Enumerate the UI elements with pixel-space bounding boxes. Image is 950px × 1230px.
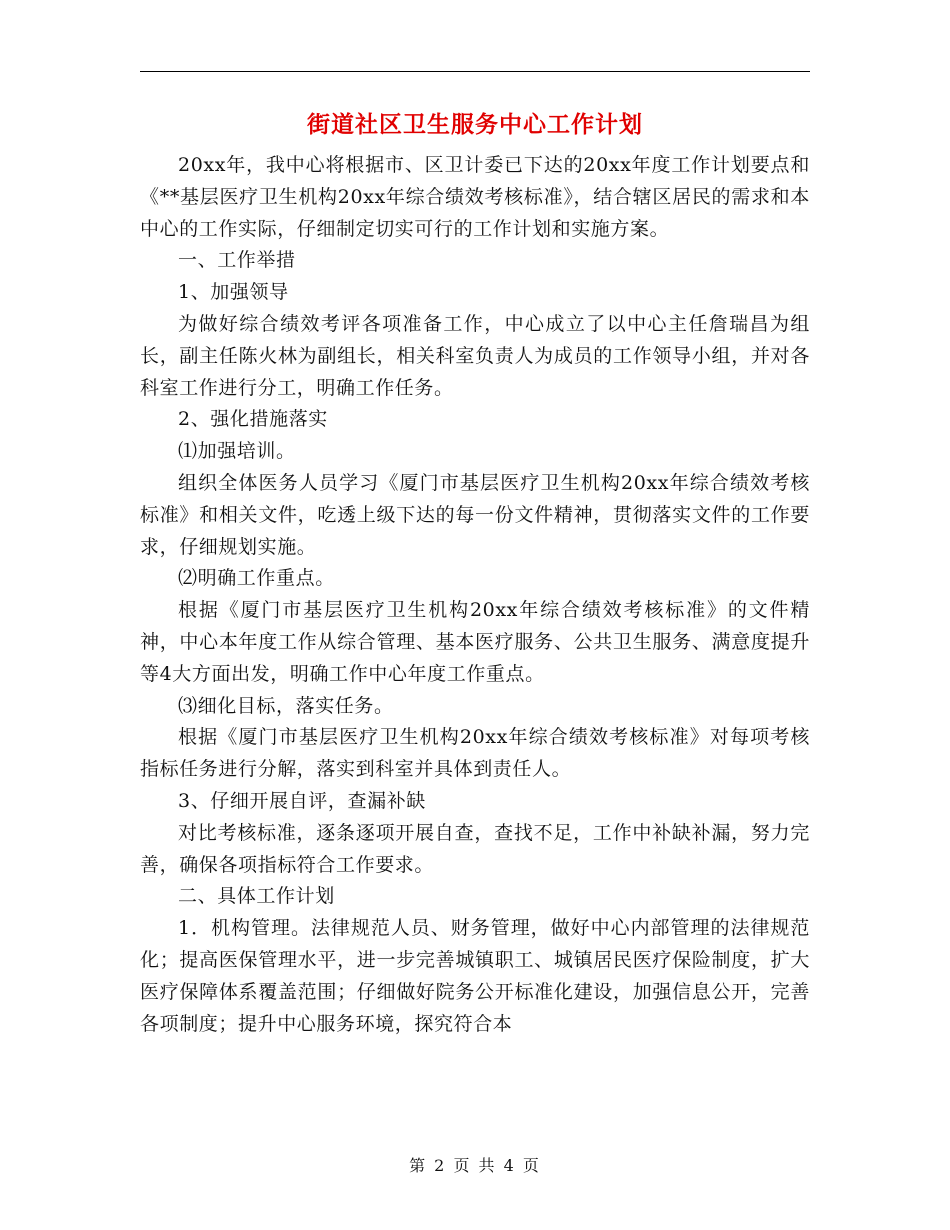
section-heading: 一、工作举措 — [178, 249, 296, 272]
page-number-footer: 第 2 页 共 4 页 — [409, 1156, 541, 1175]
paragraph: 20xx年，我中心将根据市、区卫计委已下达的20xx年度工作计划要点和《**基层医疗卫生机构20xx年综合绩效考核标准》，结合辖区居民的需求和本中心的工作实际，仔细制定切实可行的工作计划和实施方案。 — [140, 154, 810, 240]
document-title: 街道社区卫生服务中心工作计划 — [307, 112, 643, 138]
paragraph: 1．机构管理。法律规范人员、财务管理，做好中心内部管理的法律规范化；提高医保管理水平，进一步完善城镇职工、城镇居民医疗保险制度，扩大医疗保障体系覆盖范围；仔细做好院务公开标准化建设，加强信息公开，完善各项制度；提升中心服务环境，探究符合本 — [140, 917, 810, 1035]
document-body — [140, 150, 810, 1040]
paragraph: 为做好综合绩效考评各项准备工作，中心成立了以中心主任詹瑞昌为组长，副主任陈火林为副组长，相关科室负责人为成员的工作领导小组，并对各科室工作进行分工，明确工作任务。 — [140, 312, 810, 399]
paragraph: 对比考核标准，逐条逐项开展自查，查找不足，工作中补缺补漏，努力完善，确保各项指标符合工作要求。 — [140, 821, 810, 876]
list-item-heading: ⑴加强培训。 — [178, 440, 296, 463]
list-item-heading: ⑵明确工作重点。 — [178, 567, 335, 590]
subsection-heading: 1、加强领导 — [178, 281, 289, 304]
section-heading: 二、具体工作计划 — [178, 885, 335, 908]
paragraph: 根据《厦门市基层医疗卫生机构20xx年综合绩效考核标准》对每项考核指标任务进行分解，落实到科室并具体到责任人。 — [140, 726, 810, 781]
list-item-heading: ⑶细化目标，落实任务。 — [178, 694, 394, 717]
subsection-heading: 3、仔细开展自评，查漏补缺 — [178, 789, 426, 812]
paragraph: 组织全体医务人员学习《厦门市基层医疗卫生机构20xx年综合绩效考核标准》和相关文件，吃透上级下达的每一份文件精神，贯彻落实文件的工作要求，仔细规划实施。 — [140, 471, 810, 558]
paragraph: 根据《厦门市基层医疗卫生机构20xx年综合绩效考核标准》的文件精神，中心本年度工作从综合管理、基本医疗服务、公共卫生服务、满意度提升等4大方面出发，明确工作中心年度工作重点。 — [140, 599, 810, 685]
subsection-heading: 2、强化措施落实 — [178, 408, 328, 431]
header-rule — [140, 71, 810, 72]
